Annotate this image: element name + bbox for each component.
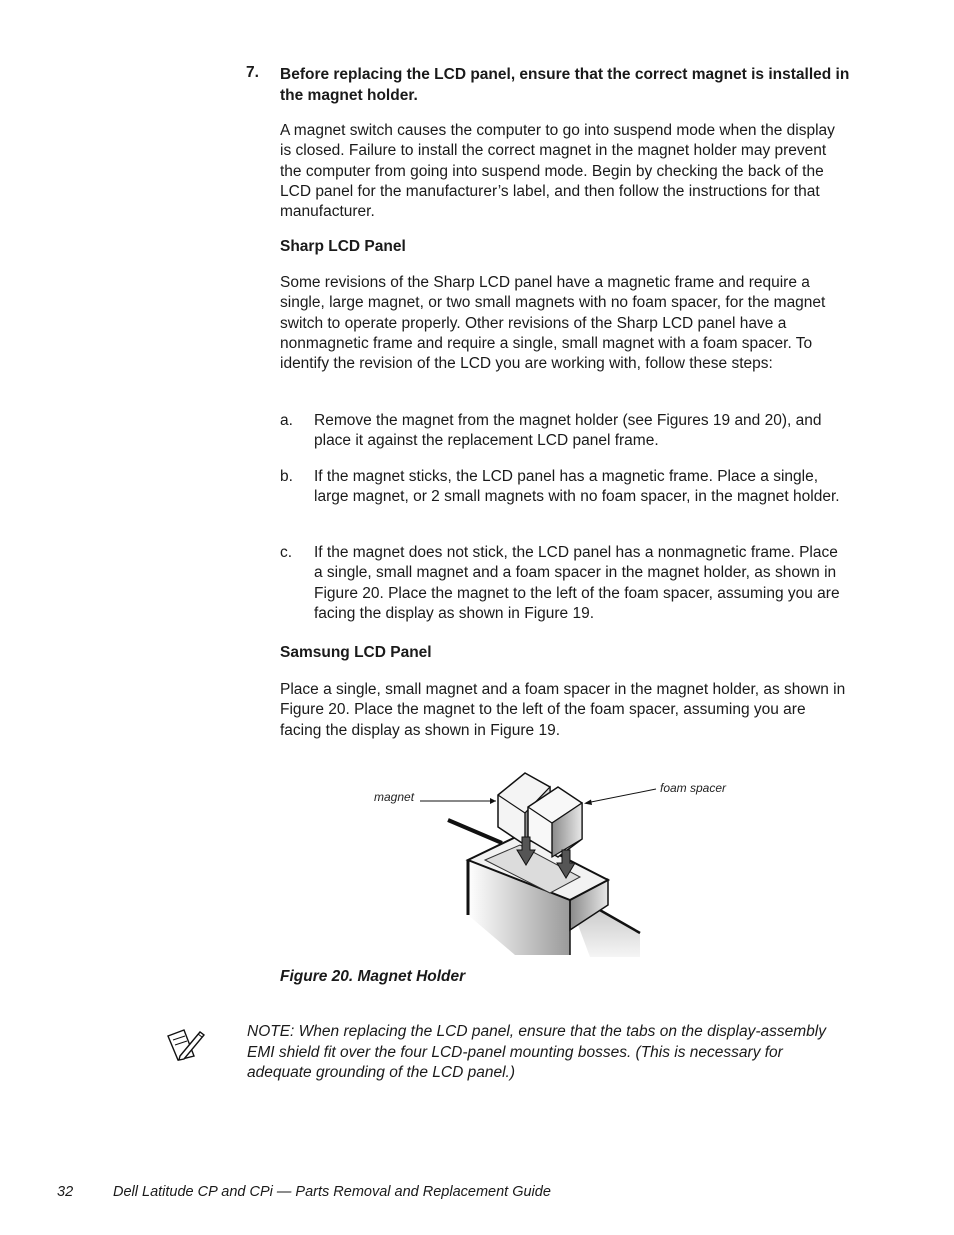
page-number: 32 (57, 1184, 74, 1200)
step-number: 7. (246, 64, 259, 81)
note-pencil-icon (166, 1026, 206, 1062)
list-item-letter: c. (280, 544, 293, 561)
note-text: NOTE: When replacing the LCD panel, ensure that the tabs on the display-assembly EMI shield fit over the four LCD-panel mounting bosses. (This is necessary for adequate grounding of the LCD panel.) (247, 1023, 826, 1081)
figure-label-foam-spacer: foam spacer (660, 781, 727, 795)
list-item-letter: b. (280, 468, 293, 485)
intro-paragraph: A magnet switch causes the computer to go into suspend mode when the display is closed. Failure to install the correct magnet in the magnet holder may prevent the computer from going into suspend mode. Begin by checking the back of the LCD panel for the manufacturer’s label, and then follow the instructions for that manufacturer. (280, 122, 835, 221)
step-heading: Before replacing the LCD panel, ensure that the correct magnet is installed in the magnet holder. (280, 66, 850, 104)
figure-label-magnet: magnet (374, 790, 415, 804)
figure-leader-lines (418, 780, 658, 810)
sharp-paragraph: Some revisions of the Sharp LCD panel have a magnetic frame and require a single, large magnet, or two small magnets with no foam spacer, for the magnet switch to operate properly. Other revisions of the Sharp LCD panel have a nonmagnetic frame and require a single, small magnet with a foam spacer. To identify the revision of the LCD you are working with, follow these steps: (280, 274, 826, 373)
samsung-heading: Samsung LCD Panel (280, 644, 432, 661)
footer-title: Dell Latitude CP and CPi — Parts Removal and Replacement Guide (113, 1184, 551, 1200)
list-item-text: If the magnet does not stick, the LCD panel has a nonmagnetic frame. Place a single, small magnet and a foam spacer in the magnet holder, as shown in Figure 20. Place the magnet to the left of the foam spacer, assuming you are facing the display as shown in Figure 19. (314, 544, 840, 622)
samsung-paragraph: Place a single, small magnet and a foam spacer in the magnet holder, as shown in Figure 20. Place the magnet to the left of the foam spacer, assuming you are facing the display as shown in Figure 19. (280, 681, 846, 739)
list-item-text: If the magnet sticks, the LCD panel has a magnetic frame. Place a single, large magnet, or 2 small magnets with no foam spacer, in the magnet holder. (314, 468, 840, 506)
figure-caption: Figure 20. Magnet Holder (280, 968, 466, 985)
list-item-letter: a. (280, 412, 293, 429)
sharp-heading: Sharp LCD Panel (280, 238, 406, 255)
list-item-text: Remove the magnet from the magnet holder (see Figures 19 and 20), and place it against the replacement LCD panel frame. (314, 412, 822, 450)
